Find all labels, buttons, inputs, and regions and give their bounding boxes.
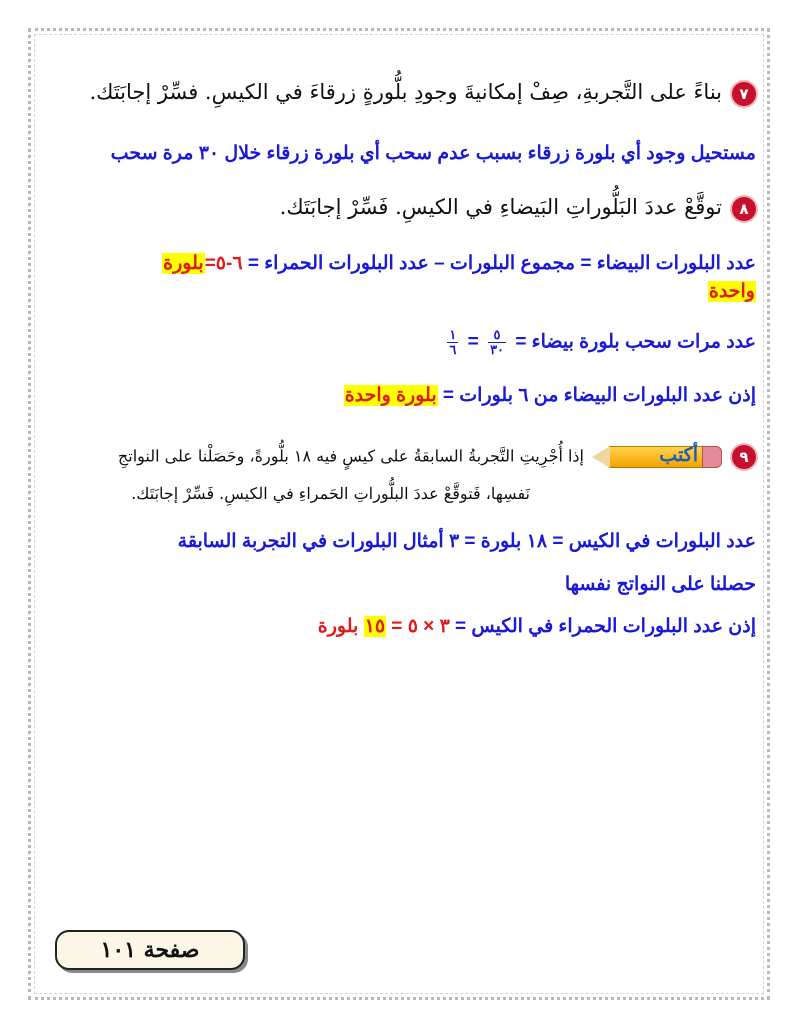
- question-7-text: بناءً على التَّجربةِ، صِفْ إمكانيةَ وجودِ بلُّورةٍ زرقاءَ في الكيسِ. فسِّرْ إجابَتَك.: [89, 80, 722, 104]
- fraction-numerator: ٥: [488, 328, 506, 343]
- fraction-1-over-6: [447, 328, 458, 357]
- answer-8-line-2-text: عدد مرات سحب بلورة بيضاء =: [515, 331, 756, 353]
- write-label: أكتب: [659, 444, 698, 466]
- answer-8-line-1: [162, 252, 756, 275]
- question-9: [118, 444, 756, 470]
- question-number-badge: ٨: [732, 197, 756, 221]
- question-8-text: توقَّعْ عددَ البَلُّوراتِ البَيضاءِ في الكيسِ. فَسِّرْ إجابَتَك.: [279, 195, 722, 219]
- fraction-denominator: ٦: [449, 342, 457, 357]
- fraction-5-over-30: [488, 328, 506, 357]
- pencil-eraser: [702, 446, 722, 468]
- answer-8-highlight: بلورة: [163, 253, 204, 274]
- answer-9-line-3: [318, 615, 756, 638]
- fraction-numerator: ١: [449, 327, 457, 342]
- answer-8-line-1-cont: [708, 280, 756, 303]
- answer-8-highlight-cont: واحدة: [708, 281, 755, 302]
- answer-9-calc: ٣ × ٥ =: [386, 616, 450, 637]
- answer-8-line-1-text: عدد البلورات البيضاء = مجموع البلورات – عدد البلورات الحمراء =: [242, 253, 756, 274]
- page-border-inner: [34, 34, 764, 994]
- pencil-tip: [592, 446, 610, 468]
- question-9-line-2: نَفسِها، فَتوقَّعْ عددَ البلُّوراتِ الحَمراءِ في الكيسِ. فَسِّرْ إجابَتَك.: [131, 484, 530, 503]
- answer-8-line-3-highlight: بلورة واحدة: [344, 385, 437, 406]
- question-number-badge: ٩: [732, 445, 756, 469]
- answer-8-calc: ٦-٥: [215, 253, 243, 274]
- page-number-box: صفحة ١٠١: [55, 930, 245, 970]
- answer-8-line-3-text: إذن عدد البلورات البيضاء من ٦ بلورات =: [437, 385, 756, 406]
- answer-9-highlight: ١٥: [364, 616, 386, 637]
- question-9-text-1: إذا أُجْرِيتِ التَّجربةُ السابقةُ على كيسٍ فيه ١٨ بلُّورةً، وحَصَلْنا على النواتجِ: [117, 446, 584, 466]
- answer-7: مستحيل وجود أي بلورة زرقاء بسبب عدم سحب أي بلورة زرقاء خلال ٣٠ مرة سحب: [110, 143, 756, 164]
- answer-9-line-3-text: إذن عدد البلورات الحمراء في الكيس =: [449, 616, 756, 637]
- question-number-badge: ٧: [732, 82, 756, 106]
- answer-9-unit: بلورة: [317, 616, 364, 637]
- answer-9-line-1: عدد البلورات في الكيس = ١٨ بلورة = ٣ أمثال البلورات في التجربة السابقة: [177, 531, 756, 552]
- answer-8-line-3: [344, 384, 756, 407]
- fraction-denominator: ٣٠: [490, 342, 505, 357]
- pencil-icon: [592, 444, 722, 470]
- question-7: [89, 80, 756, 106]
- answer-8-equals: =: [204, 253, 216, 274]
- fraction-equals: =: [467, 331, 479, 353]
- question-8: [280, 195, 756, 221]
- answer-9-line-2: حصلنا على النواتج نفسها: [564, 574, 756, 595]
- answer-8-line-2: [443, 328, 756, 357]
